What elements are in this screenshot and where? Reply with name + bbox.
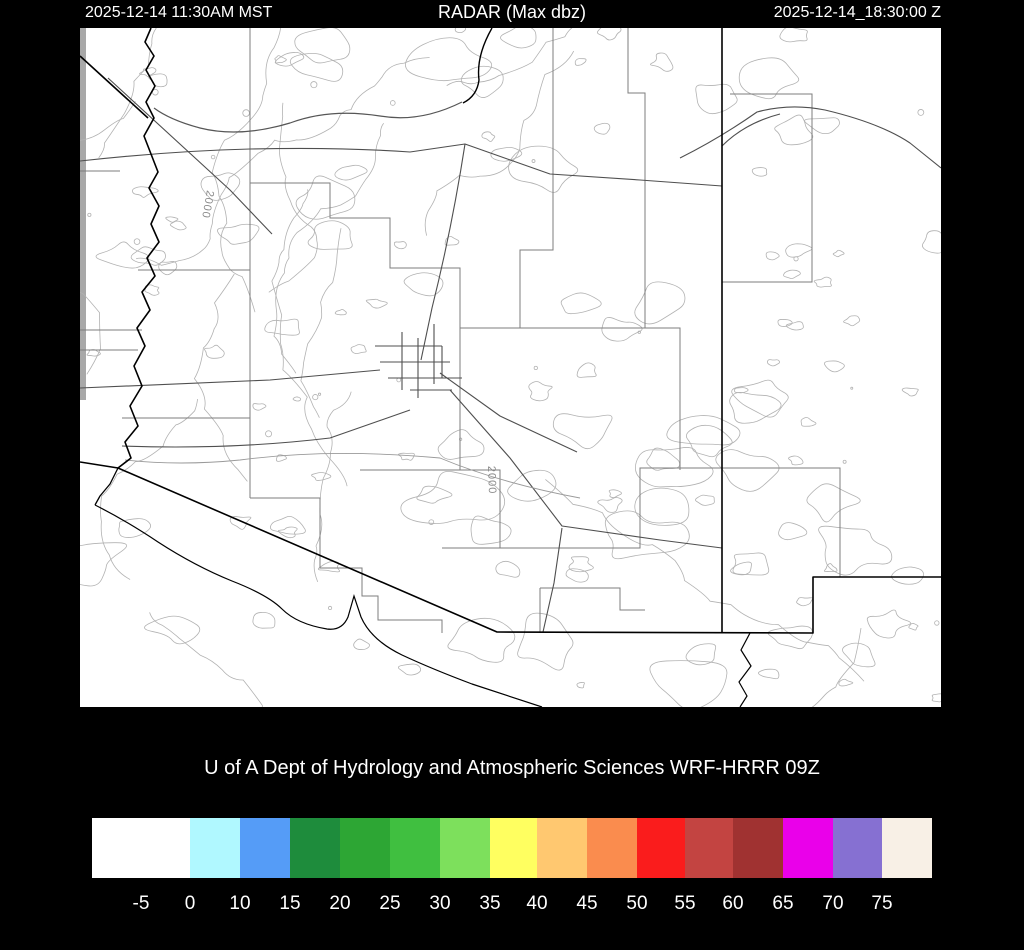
colorbar-tick-label: 65 — [772, 893, 794, 914]
contour-squiggle — [739, 58, 799, 99]
product-title: RADAR (Max dbz) — [437, 2, 587, 22]
contour-squiggle — [784, 270, 801, 278]
colorbar-segment — [92, 818, 190, 878]
colorbar-segment — [882, 818, 932, 878]
contour-squiggle — [909, 623, 918, 630]
contour-squiggle — [274, 123, 384, 373]
colorbar-tick-label: 55 — [674, 893, 696, 914]
colorbar-tick-label: 40 — [526, 893, 548, 914]
colorbar-segment — [833, 818, 882, 878]
valid-time-local: 2025-12-14 11:30AM MST — [85, 4, 273, 21]
contour-squiggle — [482, 132, 495, 142]
contour-squiggle — [335, 165, 367, 180]
contour-dot — [638, 331, 641, 334]
contour-squiggle — [779, 523, 807, 540]
california-mexico-border — [80, 462, 118, 468]
contour-squiggle — [667, 416, 740, 445]
contour-elevation-label: 2000 — [485, 465, 498, 495]
colorbar-tick-label: 25 — [379, 893, 401, 914]
colorbar-tick-label: 10 — [229, 893, 251, 914]
colorbar-tick-label: 20 — [329, 893, 351, 914]
contour-squiggle — [311, 473, 330, 481]
contour-squiggle — [833, 250, 844, 256]
county-boundary-lines — [80, 28, 840, 633]
contour-squiggle — [80, 101, 135, 374]
colorbar-tick-label: 35 — [479, 893, 501, 914]
contour-squiggle — [805, 118, 840, 134]
contour-squiggle — [635, 447, 713, 486]
colorbar-tick-label: 50 — [626, 893, 648, 914]
contour-squiggle — [394, 242, 406, 249]
contour-squiggle — [732, 380, 789, 417]
colorbar-tick-label: 75 — [871, 893, 893, 914]
contour-squiggle — [496, 561, 520, 577]
contour-squiggle — [647, 448, 680, 470]
colorbar-tick-label: -5 — [132, 893, 150, 914]
contour-squiggle — [80, 543, 127, 586]
caption: U of A Dept of Hydrology and Atmospheric Sciences WRF-HRRR 09Z — [204, 757, 820, 779]
contour-dot — [211, 155, 215, 159]
colorbar-segment — [340, 818, 390, 878]
contour-dot — [134, 239, 140, 245]
contour-squiggle — [598, 497, 622, 512]
contour-squiggle — [398, 453, 414, 460]
contour-squiggle — [801, 417, 816, 426]
contour-squiggle — [575, 59, 586, 66]
contour-squiggle — [425, 51, 574, 236]
contour-dot — [429, 520, 434, 525]
contour-squiggle — [398, 664, 420, 675]
border-river — [739, 633, 751, 707]
contour-squiggle — [839, 679, 853, 686]
colorbar-tick-label: 0 — [184, 893, 196, 914]
domain-edge-shading — [80, 28, 86, 400]
contour-squiggle — [253, 612, 275, 628]
contour-squiggle — [824, 361, 844, 372]
contour-squiggle — [602, 317, 642, 341]
lower-colorado-river — [95, 468, 118, 505]
colorbar-segment — [783, 818, 833, 878]
contour-squiggle — [501, 28, 537, 48]
contour-dot — [328, 606, 331, 609]
contour-elevation-labels — [199, 189, 498, 494]
contour-squiggle — [553, 414, 612, 449]
contour-squiggle — [635, 488, 689, 525]
contour-squiggle — [308, 221, 352, 250]
colorbar-segment — [390, 818, 440, 878]
contour-squiggle — [269, 103, 318, 292]
contour-squiggle — [447, 28, 629, 86]
contour-squiggle — [843, 643, 876, 667]
contour-squiggle — [265, 319, 300, 335]
sonora-coastline — [95, 505, 542, 707]
colorbar-segment — [537, 818, 587, 878]
contour-squiggle — [767, 360, 779, 366]
contour-elevation-label: 2000 — [199, 189, 216, 220]
contour-dot — [390, 101, 395, 106]
colorbar-tick-label: 30 — [429, 893, 451, 914]
contour-squiggle — [758, 669, 778, 679]
contour-squiggle — [902, 388, 918, 396]
contour-squiggle — [609, 490, 621, 498]
contour-squiggle — [100, 399, 197, 580]
contour-dot — [935, 621, 939, 625]
contour-squiggle — [635, 282, 685, 324]
contour-dot — [311, 82, 317, 88]
contour-squiggle — [96, 242, 149, 268]
river-lines — [125, 102, 580, 498]
contour-dot — [397, 378, 401, 382]
contour-squiggle — [366, 299, 387, 308]
contour-squiggle — [867, 610, 910, 638]
colorbar-segment — [587, 818, 637, 878]
contour-squiggle — [577, 682, 585, 688]
contour-squiggle — [768, 626, 812, 649]
contour-squiggle — [404, 273, 443, 296]
contour-dot — [266, 431, 272, 437]
contour-dot — [318, 393, 320, 395]
contour-squiggle — [814, 277, 831, 287]
contour-squiggle — [752, 168, 767, 177]
contour-squiggle — [786, 244, 812, 257]
contour-dot — [313, 394, 318, 399]
contour-squiggle — [797, 598, 813, 606]
contour-squiggle — [217, 224, 259, 244]
contour-squiggle — [650, 661, 727, 707]
contour-squiggle — [170, 221, 186, 230]
contour-squiggle — [417, 486, 452, 503]
contour-squiggle — [136, 58, 430, 266]
contour-squiggle — [529, 382, 552, 401]
contour-squiggle — [892, 567, 924, 584]
colorbar-segment — [685, 818, 733, 878]
contour-squiggle — [594, 123, 610, 134]
contour-squiggle — [605, 511, 689, 559]
contour-dot — [851, 387, 853, 389]
contour-dot — [88, 213, 91, 216]
contour-squiggle — [471, 516, 511, 544]
contour-squiggle — [194, 274, 247, 481]
colorbar-segment — [240, 818, 290, 878]
contour-squiggle — [335, 309, 346, 314]
contour-squiggle — [597, 28, 621, 40]
contour-squiggle — [807, 484, 860, 522]
marble-canyon-river — [463, 28, 492, 103]
contour-dot — [534, 366, 537, 369]
contour-squiggle — [272, 189, 347, 486]
contour-dot — [532, 160, 535, 163]
contour-squiggle — [438, 430, 484, 460]
colorbar-tick-label: 70 — [822, 893, 844, 914]
contour-squiggle — [577, 363, 596, 377]
contour-squiggle — [270, 516, 305, 534]
contour-squiggle — [351, 345, 366, 354]
contour-squiggle — [695, 495, 714, 505]
contour-squiggle — [716, 450, 779, 492]
colorbar-segment — [490, 818, 537, 878]
contour-squiggle — [780, 28, 808, 42]
contour-squiggle — [204, 345, 224, 358]
valid-time-utc: 2025-12-14_18:30:00 Z — [773, 4, 941, 21]
contour-squiggle — [844, 316, 860, 326]
nevada-diagonal-border — [80, 56, 148, 118]
contour-squiggle — [932, 694, 941, 702]
colorbar-segment — [733, 818, 783, 878]
contour-squiggle — [276, 52, 304, 66]
contour-squiggle — [275, 56, 287, 63]
contour-squiggle — [253, 404, 266, 411]
contour-squiggle — [696, 84, 738, 113]
contour-squiggle — [295, 28, 350, 63]
contour-squiggle — [778, 319, 792, 326]
contour-squiggle — [301, 228, 341, 418]
contour-squiggle — [766, 252, 779, 260]
contour-squiggle — [296, 176, 355, 219]
contour-squiggle — [144, 616, 199, 644]
colorbar-tick-label: 15 — [279, 893, 301, 914]
contour-squiggle — [922, 231, 941, 253]
contour-squiggle — [455, 28, 465, 33]
colorbar-tick-label: 45 — [576, 893, 598, 914]
colorbar-segment — [290, 818, 340, 878]
contour-dot — [918, 109, 924, 115]
contour-squiggle — [819, 526, 892, 575]
colorbar-segment — [440, 818, 490, 878]
mexico-border — [118, 465, 941, 633]
contour-squiggle — [734, 388, 748, 393]
contour-squiggle — [293, 397, 301, 401]
colorbar-segment — [190, 818, 240, 878]
contour-dot — [243, 110, 250, 117]
contour-squiggle — [290, 53, 342, 81]
contour-squiggle — [824, 564, 837, 572]
colorbar-tick-label: 60 — [722, 893, 744, 914]
contour-squiggle — [649, 628, 861, 707]
contour-squiggle — [788, 456, 803, 465]
contour-squiggle — [509, 146, 578, 192]
contour-squiggle — [132, 187, 158, 198]
contour-squiggle — [686, 425, 732, 456]
contour-squiggle — [354, 639, 370, 649]
forecast-map-arizona — [80, 28, 941, 707]
contour-squiggle — [561, 293, 601, 314]
colorbar-segment — [637, 818, 685, 878]
contour-dot — [843, 460, 846, 463]
contour-squiggle — [650, 53, 673, 71]
contour-squiggle — [730, 392, 781, 423]
